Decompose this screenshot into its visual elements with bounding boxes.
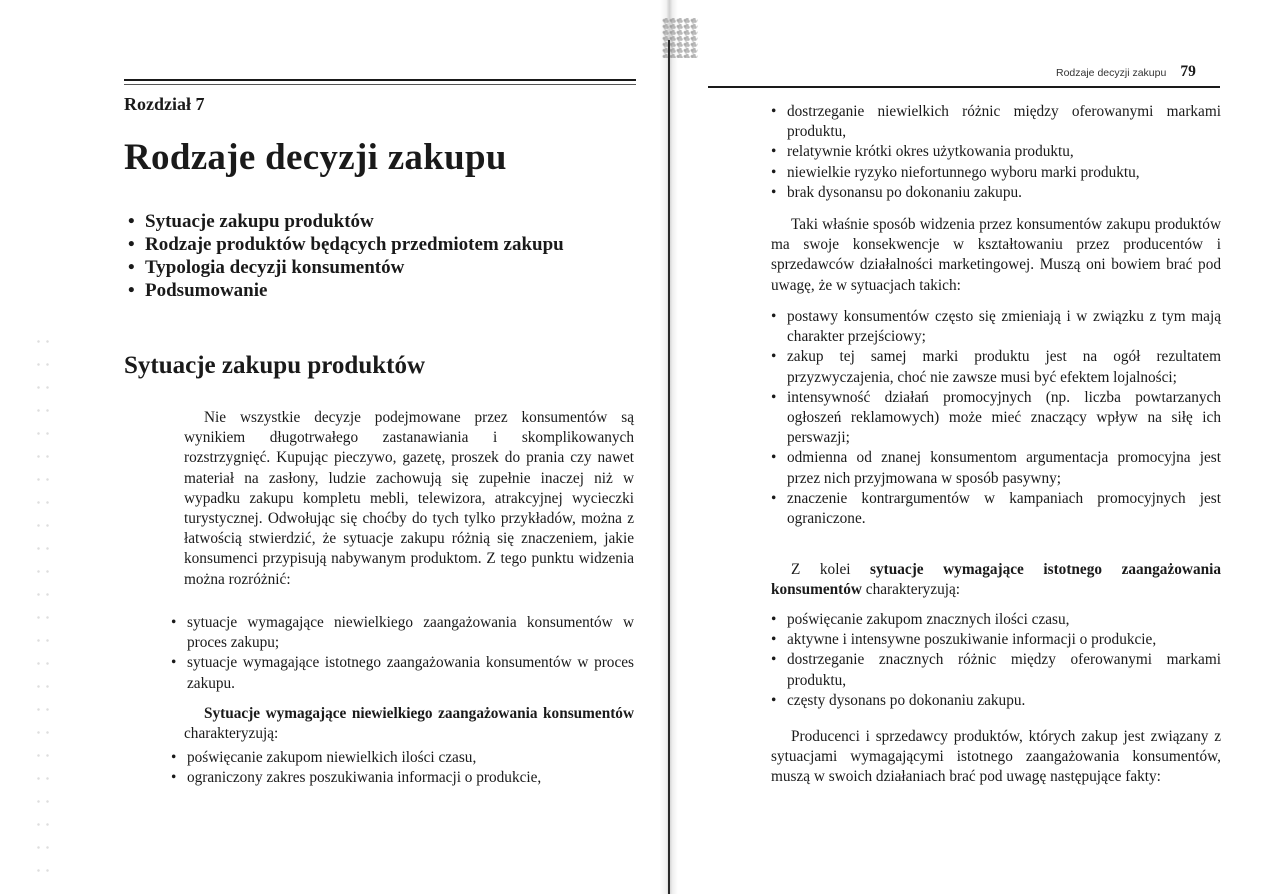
toc-item: • Sytuacje zakupu produktów [128,211,374,232]
list-item: • częsty dysonans po dokonaniu zakupu. [771,691,1026,709]
list-item: • niewielkie ryzyko niefortunnego wyboru marki produktu, [771,163,1140,181]
list-item: • dostrzeganie znacznych różnic między oferowanymi markami produktu, [771,651,1221,689]
list-item: • brak dysonansu po dokonaniu zakupu. [771,183,1022,201]
list-item: • dostrzeganie niewielkich różnic między oferowanymi markami produktu, [771,103,1221,141]
binding-line [668,40,670,894]
list-item: • poświęcanie zakupom niewielkich ilości czasu, [171,749,477,766]
bullet-icon: • [128,280,135,301]
list-item: • intensywność działań promocyjnych (np. liczba powtarzanych ogłoszeń reklamowych) może mieć znaczący wpływ na siłę ich perswazji; [771,388,1221,447]
running-head-title: Rodzaje decyzji zakupu [1056,67,1167,79]
header-rule [708,86,1220,88]
list-item: • ograniczony zakres poszukiwania informacji o produkcie, [171,769,542,787]
book-gutter [660,0,678,894]
running-header [1056,63,1196,81]
body-paragraph: Nie wszystkie decyzje podejmowane przez konsumentów są wynikiem długotrwałego zastanawiania i skomplikowanych rozstrzygnięć. Kupując pieczywo, gazetę, proszek do prania czy nawet materiał na zasłony, ludzie zachowują się zupełnie inaczej niż w wypadku zakupu kompletu mebli, telewizora, atrakcyjnej wycieczki turystycznej. Odwołując się choćby do tych tylko przykładów, można z łatwością stwierdzić, że sytuacje zakupu różnią się znaczeniem, jakie konsumenci przypisują nabywanym produktom. Z tego punktu widzenia można rozróżnić: [184,409,634,588]
body-paragraph: Taki właśnie sposób widzenia przez konsumentów zakupu produktów ma swoje konsekwencje w kształtowaniu przez producentów i sprzedawców działalności marketingowej. Muszą oni bowiem brać pod uwagę, że w sytuacjach takich: [771,216,1221,294]
toc-item: • Typologia decyzji konsumentów [128,257,405,278]
header-rule [124,79,636,81]
list-item: • zakup tej samej marki produktu jest na ogół rezultatem przyzwyczajenia, choć nie zawsze musi być efektem lojalności; [771,348,1221,386]
list-item: • sytuacje wymagające istotnego zaangażowania konsumentów w proces zakupu. [171,654,634,692]
chapter-label: Rozdział 7 [124,94,205,114]
right-page [678,0,1262,894]
chapter-contents-list [128,210,564,302]
list-item: • sytuacje wymagające niewielkiego zaangażowania konsumentów w proces zakupu; [171,614,634,652]
body-paragraph: Producenci i sprzedawcy produktów, których zakup jest związany z sytuacjami wymagającymi istotnego zaangażowania konsumentów, muszą w swoich działaniach brać pod uwagę następujące fakty: [771,728,1221,786]
toc-item: • Rodzaje produktów będących przedmiotem zakupu [128,234,564,255]
bullet-icon: • [128,257,135,278]
body-paragraph: Z kolei sytuacje wymagające istotnego zaangażowania konsumentów charakteryzują: [771,561,1221,599]
bullet-icon: • [128,211,135,232]
list-item: • odmienna od znanej konsumentom argumentacja promocyjna jest przez nich przyjmowana w sposób pasywny; [771,449,1221,487]
list-item: • relatywnie krótki okres użytkowania produktu, [771,143,1074,161]
page-number: 79 [1180,63,1196,80]
consequences-list [771,307,1221,529]
page-edge-texture [34,330,52,890]
situation-types-list [171,613,634,694]
bullet-icon: • [128,234,135,255]
low-involvement-list-cont [771,102,1221,203]
low-involvement-list [171,748,634,788]
list-item: • postawy konsumentów często się zmieniają i w związku z tym mają charakter przejściowy; [771,308,1221,346]
body-paragraph: Sytuacje wymagające niewielkiego zaangażowania konsumentów charakteryzują: [184,705,634,743]
chapter-title: Rodzaje decyzji zakupu [124,137,507,178]
high-involvement-list [771,610,1221,711]
list-item: • znaczenie kontrargumentów w kampaniach promocyjnych jest ograniczone. [771,489,1221,528]
list-item: • aktywne i intensywne poszukiwanie informacji o produkcie, [771,631,1157,649]
list-item: • poświęcanie zakupom znacznych ilości czasu, [771,611,1070,628]
section-heading: Sytuacje zakupu produktów [124,352,426,379]
toc-item: • Podsumowanie [128,280,268,301]
